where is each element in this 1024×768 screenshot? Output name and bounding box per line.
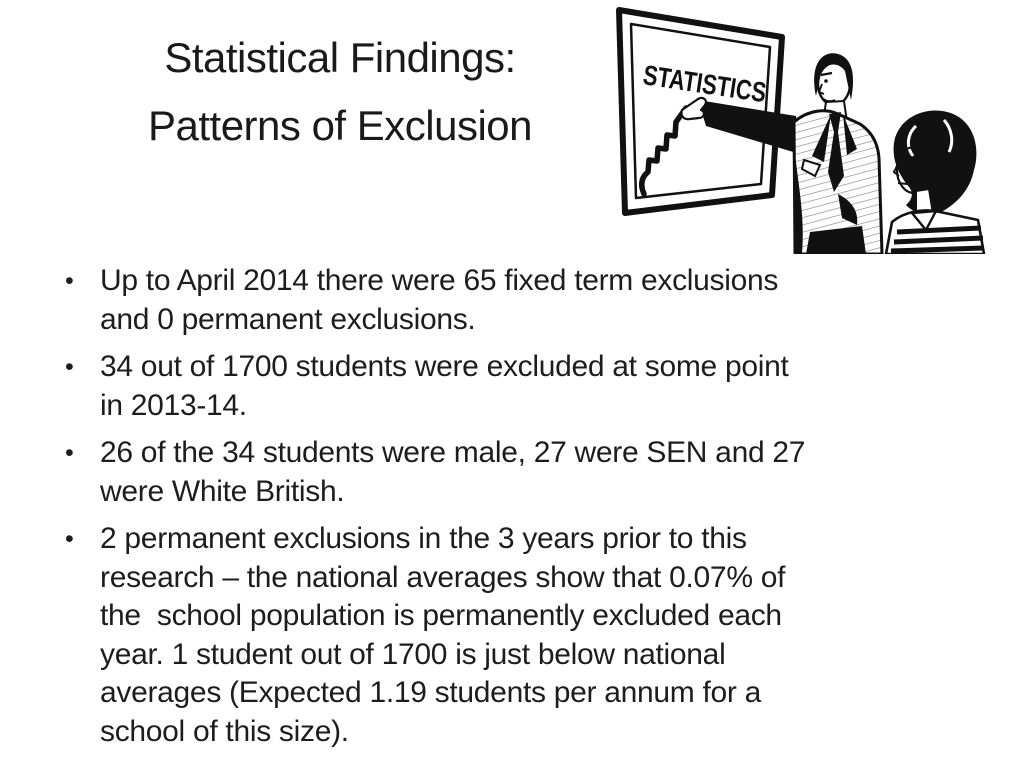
bullet-line: year. 1 student out of 1700 is just below national [100, 637, 726, 671]
bullet-text [100, 348, 950, 425]
bullet-item [58, 348, 950, 425]
bullet-marker: • [65, 267, 74, 295]
bullet-line: were White British. [100, 474, 345, 508]
bullet-line: 2 permanent exclusions in the 3 years prior to this [100, 522, 747, 555]
bullet-item [58, 262, 950, 339]
bullet-line: in 2013-14. [100, 388, 247, 422]
bullet-text [100, 434, 950, 511]
bullet-line: and 0 permanent exclusions. [100, 302, 476, 336]
bullet-line: the school population is permanently excluded each [100, 599, 782, 632]
slide-title [40, 24, 640, 160]
slide-title-line-1: Statistical Findings: [164, 34, 516, 81]
bullet-line: Up to April 2014 there were 65 fixed term exclusions [100, 264, 779, 297]
bullet-item [58, 434, 950, 511]
statistics-clipart [598, 4, 990, 254]
bullet-line: school of this size). [100, 714, 349, 748]
bullet-line: averages (Expected 1.19 students per annum for a [100, 676, 762, 709]
statistics-clipart-svg [598, 4, 990, 254]
bullet-marker: • [65, 353, 74, 381]
audience-figure-icon [886, 111, 984, 254]
bullet-marker: • [65, 525, 74, 553]
bullet-line: 26 of the 34 students were male, 27 were SEN and 27 [100, 436, 806, 469]
bullet-list [58, 262, 950, 760]
bullet-marker: • [65, 439, 74, 467]
bullet-text [100, 520, 950, 751]
bullet-line: research – the national averages show that 0.07% of [100, 560, 786, 594]
bullet-item [58, 520, 950, 751]
bullet-line: 34 out of 1700 students were excluded at some point [100, 350, 789, 383]
bullet-text [100, 262, 950, 339]
board-label: STATISTICS [641, 59, 804, 114]
slide-title-line-2: Patterns of Exclusion [147, 102, 533, 149]
